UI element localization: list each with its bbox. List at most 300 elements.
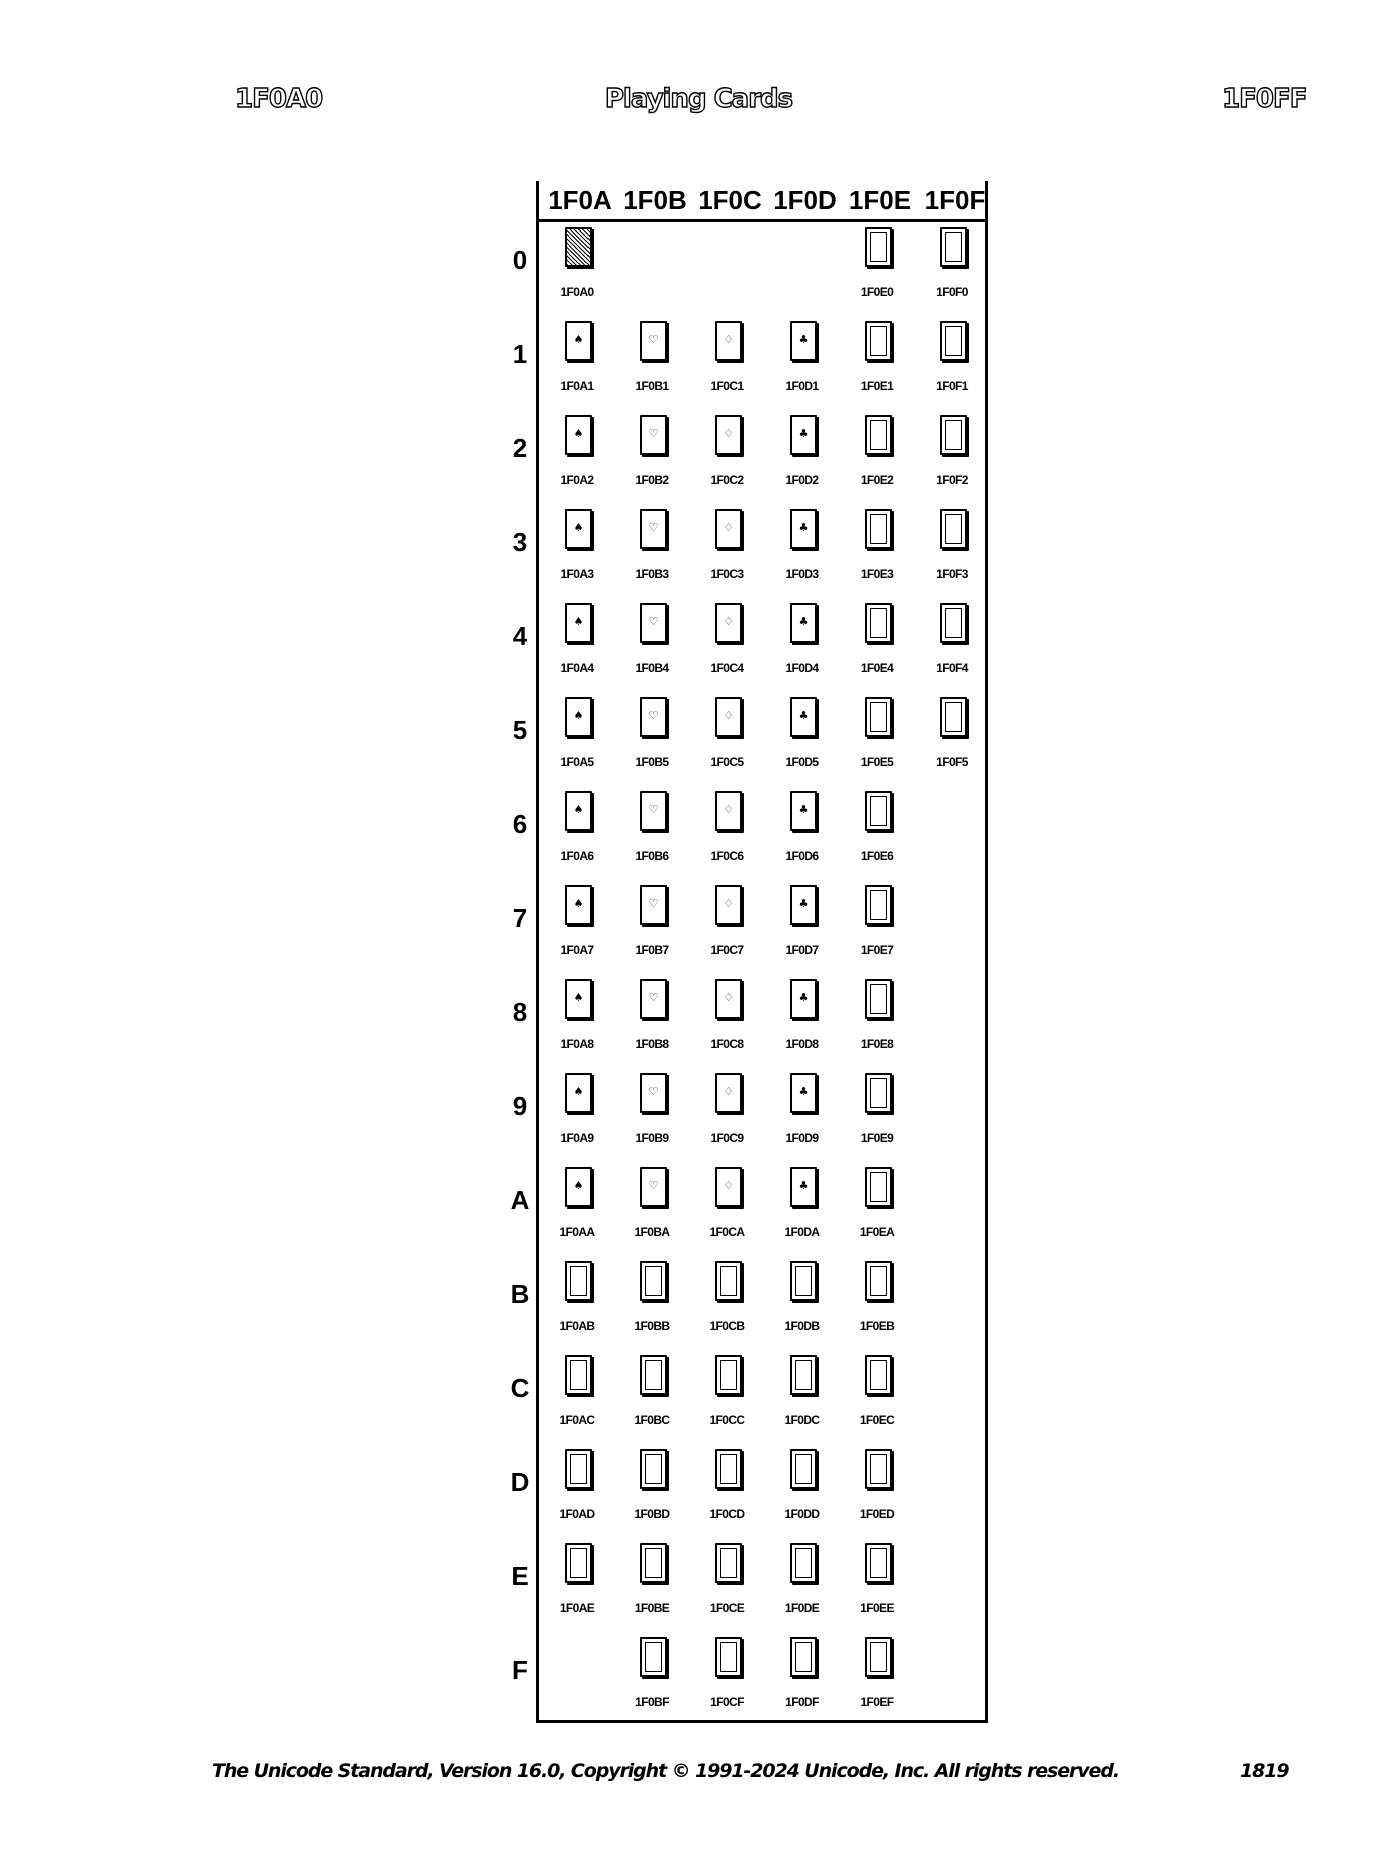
code-point-label: 1F0C2 [710,473,744,487]
row-header: E [511,1561,529,1591]
suit-icon: ♣ [798,803,809,816]
column-header: 1F0B [623,185,687,215]
chart-cell [917,415,977,499]
code-point-label: 1F0C7 [710,943,744,957]
chart-cell [767,697,827,781]
face-card-icon [565,1449,592,1489]
code-point-label: 1F0CB [709,1319,745,1333]
page-number: 1819 [1240,1760,1289,1782]
chart-cell [917,321,977,405]
code-point-label: 1F0B6 [635,849,669,863]
face-card-icon [790,1637,817,1677]
code-point-label: 1F0D7 [785,943,819,957]
face-card-icon [865,603,892,643]
chart-cell [692,1167,752,1251]
pip-card-icon [565,415,592,455]
code-point-label: 1F0D3 [785,567,819,581]
chart-cell [767,1073,827,1157]
chart-cell [542,509,602,593]
face-card-icon [865,791,892,831]
chart-cell [917,697,977,781]
suit-icon: ♡ [648,1179,659,1192]
chart-cell [542,885,602,969]
suit-icon: ♢ [723,521,734,534]
suit-icon: ♢ [723,615,734,628]
face-card-icon [790,1355,817,1395]
chart-cell [542,1449,602,1533]
face-card-icon [715,1637,742,1677]
code-point-label: 1F0BD [634,1507,670,1521]
pip-card-icon [565,321,592,361]
code-point-label: 1F0DE [784,1601,820,1615]
pip-card-icon [790,415,817,455]
chart-cell [767,979,827,1063]
code-point-label: 1F0A2 [560,473,594,487]
chart-cell [767,509,827,593]
code-point-label: 1F0EA [859,1225,895,1239]
chart-cell [767,1167,827,1251]
face-card-icon [715,1261,742,1301]
code-point-label: 1F0C9 [710,1131,744,1145]
pip-card-icon [565,1167,592,1207]
code-point-label: 1F0AE [559,1601,595,1615]
chart-cell [617,321,677,405]
column-header: 1F0C [698,185,762,215]
pip-card-icon [715,415,742,455]
face-card-icon [715,1449,742,1489]
suit-icon: ♡ [648,1085,659,1098]
suit-icon: ♡ [648,897,659,910]
pip-card-icon [565,697,592,737]
pip-card-icon [790,509,817,549]
column-header: 1F0F [924,185,986,215]
chart-cell [617,1637,677,1721]
suit-icon: ♣ [798,427,809,440]
chart-cell [542,321,602,405]
chart-cell [692,1449,752,1533]
suit-icon: ♠ [573,897,584,910]
code-point-label: 1F0DB [784,1319,820,1333]
chart-cell [542,697,602,781]
chart-frame-bottom [536,1720,988,1723]
pip-card-icon [790,1073,817,1113]
chart-cell [692,979,752,1063]
pip-card-icon [790,791,817,831]
chart-cell [617,885,677,969]
chart-cell [692,791,752,875]
chart-cell [617,1073,677,1157]
chart-cell [842,603,902,687]
code-point-label: 1F0E0 [860,285,894,299]
chart-cell [767,1543,827,1627]
suit-icon: ♢ [723,991,734,1004]
suit-icon: ♣ [798,709,809,722]
suit-icon: ♢ [723,897,734,910]
pip-card-icon [640,1167,667,1207]
pip-card-icon [715,885,742,925]
code-point-label: 1F0CC [709,1413,745,1427]
chart-cell [692,415,752,499]
chart-cell [617,1261,677,1345]
pip-card-icon [715,979,742,1019]
code-point-label: 1F0C4 [710,661,744,675]
chart-cell [767,415,827,499]
pip-card-icon [790,697,817,737]
face-card-icon [940,321,967,361]
column-header: 1F0D [773,185,837,215]
suit-icon: ♢ [723,709,734,722]
chart-cell [767,1449,827,1533]
code-point-label: 1F0CA [709,1225,745,1239]
chart-cell [617,1355,677,1439]
chart-cell [842,1261,902,1345]
row-header: F [512,1655,528,1685]
chart-cell [542,1073,602,1157]
face-card-icon [940,603,967,643]
face-card-icon [865,885,892,925]
suit-icon: ♡ [648,521,659,534]
face-card-icon [865,979,892,1019]
face-card-icon [790,1261,817,1301]
suit-icon: ♠ [573,803,584,816]
code-point-label: 1F0F2 [936,473,968,487]
pip-card-icon [640,321,667,361]
row-header: C [510,1373,530,1403]
code-point-label: 1F0E1 [860,379,894,393]
pip-card-icon [640,697,667,737]
code-point-label: 1F0B3 [635,567,669,581]
range-end-header: 1F0FF [1222,84,1307,114]
row-header: 5 [512,715,528,745]
face-card-icon [565,1543,592,1583]
chart-cell [692,1637,752,1721]
chart-cell [842,1355,902,1439]
code-point-label: 1F0BC [634,1413,670,1427]
chart-cell [767,1355,827,1439]
chart-cell [692,1073,752,1157]
code-point-label: 1F0DA [784,1225,820,1239]
code-point-label: 1F0D4 [785,661,819,675]
suit-icon: ♠ [573,521,584,534]
code-point-label: 1F0C6 [710,849,744,863]
pip-card-icon [640,885,667,925]
suit-icon: ♣ [798,333,809,346]
suit-icon: ♡ [648,709,659,722]
suit-icon: ♣ [798,897,809,910]
face-card-icon [565,1355,592,1395]
code-point-label: 1F0A9 [560,1131,594,1145]
code-point-label: 1F0E4 [860,661,894,675]
pip-card-icon [715,603,742,643]
code-point-label: 1F0E2 [860,473,894,487]
suit-icon: ♢ [723,427,734,440]
code-point-label: 1F0B8 [635,1037,669,1051]
chart-cell [692,321,752,405]
code-point-label: 1F0EB [859,1319,895,1333]
suit-icon: ♠ [573,709,584,722]
code-point-label: 1F0A1 [560,379,594,393]
suit-icon: ♠ [573,991,584,1004]
chart-cell [542,979,602,1063]
code-point-label: 1F0C5 [710,755,744,769]
face-card-icon [865,1073,892,1113]
pip-card-icon [790,1167,817,1207]
code-point-label: 1F0AA [559,1225,595,1239]
face-card-icon [940,415,967,455]
chart-cell [542,1261,602,1345]
pip-card-icon [715,791,742,831]
suit-icon: ♠ [573,1085,584,1098]
code-point-label: 1F0E8 [860,1037,894,1051]
row-header: 1 [512,339,528,369]
suit-icon: ♢ [723,1085,734,1098]
column-header: 1F0A [548,185,612,215]
suit-icon: ♣ [798,615,809,628]
chart-frame-right [985,181,988,1723]
chart-cell [542,1355,602,1439]
suit-icon: ♣ [798,1179,809,1192]
chart-cell [917,227,977,311]
code-point-label: 1F0B7 [635,943,669,957]
code-point-label: 1F0D8 [785,1037,819,1051]
code-point-label: 1F0D6 [785,849,819,863]
row-header: 2 [512,433,528,463]
pip-card-icon [640,979,667,1019]
face-card-icon [640,1355,667,1395]
chart-cell [692,1355,752,1439]
code-point-label: 1F0E9 [860,1131,894,1145]
chart-cell [617,1449,677,1533]
row-header: B [510,1279,530,1309]
code-point-label: 1F0C8 [710,1037,744,1051]
code-point-label: 1F0F1 [936,379,968,393]
face-card-icon [715,1355,742,1395]
chart-cell [692,603,752,687]
code-point-label: 1F0F0 [936,285,968,299]
code-point-label: 1F0CD [709,1507,745,1521]
row-header: 0 [512,245,528,275]
face-card-icon [640,1543,667,1583]
column-header-rule [536,219,988,222]
chart-cell [767,1261,827,1345]
chart-cell [842,1449,902,1533]
face-card-icon [865,321,892,361]
chart-cell [692,1543,752,1627]
chart-cell [842,1543,902,1627]
chart-cell [917,603,977,687]
pip-card-icon [565,885,592,925]
code-point-label: 1F0AC [559,1413,595,1427]
chart-cell [542,603,602,687]
face-card-icon [865,1637,892,1677]
suit-icon: ♣ [798,521,809,534]
suit-icon: ♡ [648,803,659,816]
code-point-label: 1F0CF [710,1695,744,1709]
chart-cell [767,321,827,405]
copyright-footer: The Unicode Standard, Version 16.0, Copyright © 1991-2024 Unicode, Inc. All rights reserved. [212,1760,1119,1782]
pip-card-icon [565,603,592,643]
pip-card-icon [790,979,817,1019]
chart-cell [842,509,902,593]
pip-card-icon [790,603,817,643]
code-point-label: 1F0B9 [635,1131,669,1145]
face-card-icon [640,1261,667,1301]
chart-cell [542,1543,602,1627]
chart-cell [842,979,902,1063]
chart-cell [617,509,677,593]
code-point-label: 1F0D1 [785,379,819,393]
chart-cell [542,227,602,311]
code-point-label: 1F0B1 [635,379,669,393]
suit-icon: ♢ [723,333,734,346]
face-card-icon [865,1543,892,1583]
pip-card-icon [790,885,817,925]
chart-cell [617,697,677,781]
code-point-label: 1F0D2 [785,473,819,487]
chart-cell [917,509,977,593]
chart-cell [767,885,827,969]
code-point-label: 1F0EE [860,1601,894,1615]
chart-cell [692,885,752,969]
face-card-icon [865,227,892,267]
code-point-label: 1F0EC [859,1413,895,1427]
suit-icon: ♢ [723,1179,734,1192]
suit-icon: ♣ [798,1085,809,1098]
suit-icon: ♠ [573,615,584,628]
code-point-label: 1F0F4 [936,661,968,675]
code-point-label: 1F0CE [709,1601,745,1615]
row-header: 8 [512,997,528,1027]
chart-cell [842,1637,902,1721]
code-chart [536,181,988,1723]
face-card-icon [940,509,967,549]
code-point-label: 1F0BA [634,1225,670,1239]
pip-card-icon [790,321,817,361]
suit-icon: ♠ [573,333,584,346]
row-header: 6 [512,809,528,839]
code-point-label: 1F0B4 [635,661,669,675]
face-card-icon [865,509,892,549]
code-point-label: 1F0EF [860,1695,894,1709]
code-point-label: 1F0DD [784,1507,820,1521]
code-point-label: 1F0A4 [560,661,594,675]
code-point-label: 1F0A3 [560,567,594,581]
row-header: 7 [512,903,528,933]
face-card-icon [640,1449,667,1489]
chart-cell [692,697,752,781]
face-card-icon [865,1449,892,1489]
pip-card-icon [640,791,667,831]
suit-icon: ♣ [798,991,809,1004]
code-point-label: 1F0A5 [560,755,594,769]
code-point-label: 1F0C1 [710,379,744,393]
chart-cell [617,979,677,1063]
code-point-label: 1F0DC [784,1413,820,1427]
face-card-icon [565,1261,592,1301]
chart-cell [842,227,902,311]
chart-cell [842,791,902,875]
pip-card-icon [715,1167,742,1207]
code-point-label: 1F0B2 [635,473,669,487]
code-point-label: 1F0A6 [560,849,594,863]
code-point-label: 1F0BE [634,1601,670,1615]
code-point-label: 1F0C3 [710,567,744,581]
code-point-label: 1F0ED [859,1507,895,1521]
face-card-icon [865,1167,892,1207]
code-point-label: 1F0E6 [860,849,894,863]
code-point-label: 1F0E5 [860,755,894,769]
code-point-label: 1F0AD [559,1507,595,1521]
pip-card-icon [565,1073,592,1113]
chart-cell [767,603,827,687]
code-point-label: 1F0E3 [860,567,894,581]
chart-cell [617,1167,677,1251]
pip-card-icon [640,415,667,455]
code-point-label: 1F0DF [785,1695,819,1709]
chart-cell [767,1637,827,1721]
code-point-label: 1F0D9 [785,1131,819,1145]
code-point-label: 1F0A8 [560,1037,594,1051]
face-card-icon [865,697,892,737]
pip-card-icon [640,1073,667,1113]
pip-card-icon [715,697,742,737]
chart-cell [617,791,677,875]
face-card-icon [865,1355,892,1395]
chart-cell [842,321,902,405]
code-point-label: 1F0B5 [635,755,669,769]
suit-icon: ♡ [648,333,659,346]
code-point-label: 1F0F3 [936,567,968,581]
chart-cell [692,1261,752,1345]
chart-cell [842,885,902,969]
code-point-label: 1F0A7 [560,943,594,957]
pip-card-icon [640,603,667,643]
suit-icon: ♠ [573,427,584,440]
face-card-icon [715,1543,742,1583]
suit-icon: ♡ [648,991,659,1004]
code-point-label: 1F0BB [634,1319,670,1333]
face-card-icon [940,227,967,267]
face-card-icon [790,1543,817,1583]
code-point-label: 1F0A0 [560,285,594,299]
code-point-label: 1F0D5 [785,755,819,769]
chart-cell [617,603,677,687]
row-header: A [510,1185,530,1215]
code-point-label: 1F0E7 [860,943,894,957]
suit-icon: ♡ [648,615,659,628]
face-card-icon [640,1637,667,1677]
face-card-icon [790,1449,817,1489]
code-point-label: 1F0AB [559,1319,595,1333]
pip-card-icon [565,509,592,549]
card-back-icon [565,227,592,267]
suit-icon: ♢ [723,803,734,816]
chart-cell [542,415,602,499]
chart-cell [767,791,827,875]
chart-cell [842,697,902,781]
chart-cell [692,509,752,593]
chart-cell [617,1543,677,1627]
column-header: 1F0E [848,185,912,215]
row-header: 3 [512,527,528,557]
suit-icon: ♡ [648,427,659,440]
chart-cell [842,415,902,499]
chart-cell [842,1167,902,1251]
row-header: D [510,1467,530,1497]
chart-cell [617,415,677,499]
pip-card-icon [565,979,592,1019]
code-point-label: 1F0BF [635,1695,669,1709]
